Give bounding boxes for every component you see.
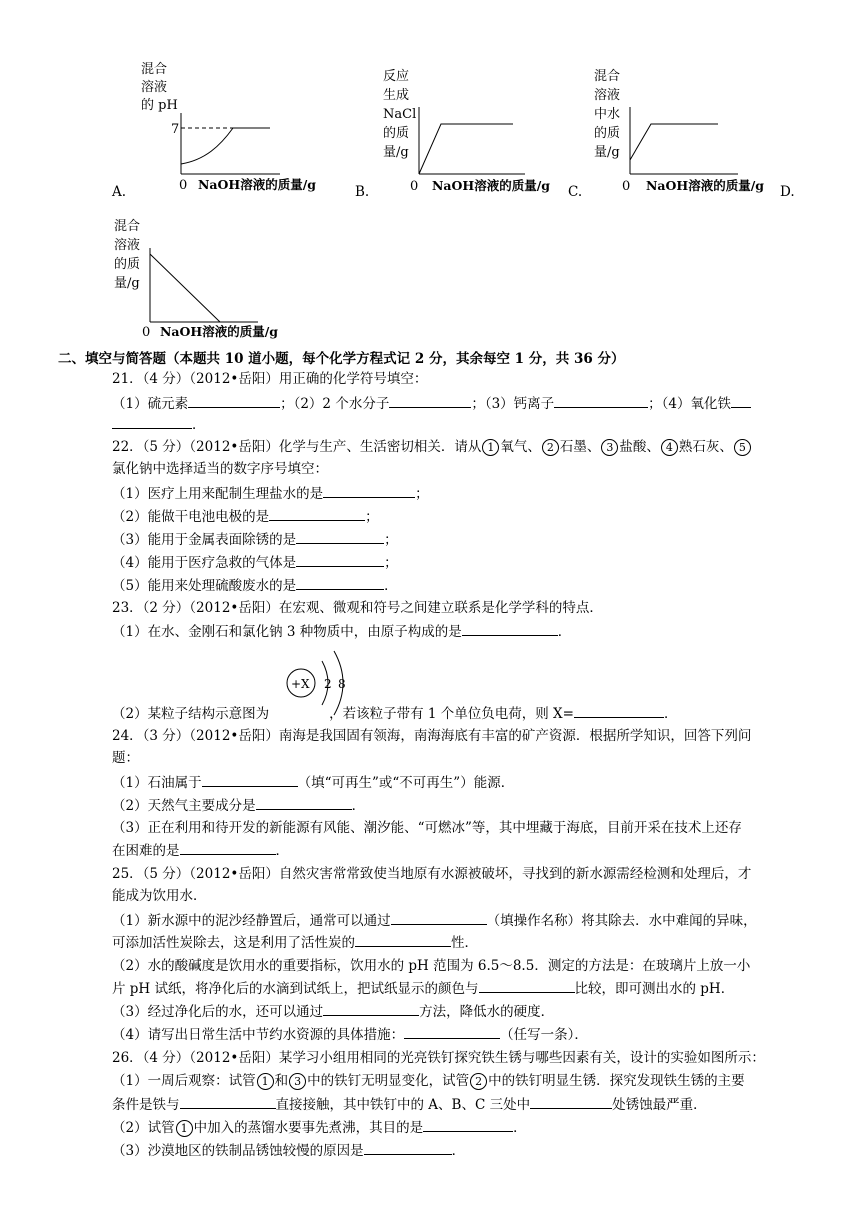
graph-a-ylabel-3: 的 pH [141,98,178,113]
q25-l4b: （任写一条）． [500,1027,588,1043]
q22-stem-text: 22．（5 分）（2012•岳阳）化学与生产、生活密切相关．请从 [112,439,482,455]
q23-l1: （1）在水、金刚石和氯化钠 3 种物质中，由原子构成的是 [112,624,462,640]
graph-c-ylabel-4: 的质 [594,126,621,141]
q21-line2 [112,414,206,435]
q25-l1a: （1）新水源中的泥沙经静置后，通常可以通过 [112,913,391,929]
graph-c-origin: 0 [622,179,631,194]
q21-blank-3[interactable] [554,393,648,408]
q24-end-2: ． [351,798,366,814]
q22-line-4 [112,552,398,573]
q22-stem [112,437,752,457]
q21-blank-2[interactable] [389,393,471,408]
q21-p3: ；（3）钙离子 [471,396,555,412]
q23-line-2 [112,703,677,724]
q24-line-2 [112,795,365,816]
graph-b-ylabel-2: 生成 [383,88,410,103]
q21-blank-4a[interactable] [731,393,751,408]
graph-a-origin: 0 [179,178,188,193]
q24-blank-1[interactable] [202,772,298,787]
graph-c [588,62,788,202]
q22-semi-3: ； [384,532,398,548]
graph-b-ylabel-5: 量/g [383,145,409,160]
q21-line [112,393,751,414]
graph-a-tick: 7 [171,122,180,137]
graph-b-ylabel-4: 的质 [383,126,410,141]
graph-b-ylabel-1: 反应 [383,69,410,84]
graph-b-option: B. [355,184,370,200]
q25-blank-3[interactable] [479,978,575,993]
graph-d-ylabel-2: 溶液 [114,238,141,253]
q26-blank-2[interactable] [530,1094,612,1109]
q24-l1b: （填“可再生”或“不可再生”）能源． [297,775,515,791]
q24-l2: （2）天然气主要成分是 [112,798,256,814]
q25-blank-2[interactable] [355,932,451,947]
q22-end: ． [384,578,398,594]
q23-l2b: ，若该粒子带有 1 个单位负电荷，则 X= [329,706,574,722]
graph-a-ylabel-2: 溶液 [141,80,168,95]
q24-blank-2[interactable] [256,795,352,810]
q26-l2b: 中加入的蒸馏水要事先煮沸，其目的是 [193,1120,424,1136]
q22-l3: （3）能用于金属表面除锈的是 [112,532,297,548]
q22-line-1 [112,483,429,504]
graph-b-origin: 0 [410,179,419,194]
q25-l3a: （3）经过净化后的水，还可以通过 [112,1004,324,1020]
q25-stem: 25．（5 分）（2012•岳阳）自然灾害常常致使当地原有水源被破坏，寻找到的新水源需经检测和处理后，才 [112,866,752,882]
q22-option-5-marker: 5 [734,439,751,456]
graph-d-ylabel-1: 混合 [114,219,141,234]
q25-blank-5[interactable] [404,1024,500,1039]
q25-blank-1[interactable] [391,910,487,925]
q25-l4a: （4）请写出日常生活中节约水资源的具体措施： [112,1027,405,1043]
q22-semi-2: ； [365,509,379,525]
q23-blank-1[interactable] [462,621,558,636]
q26-tube-2-marker: 2 [470,1073,487,1090]
q23-end-1: ． [557,624,572,640]
q25-l2b: 片 pH 试纸，将净化后的水滴到试纸上，把试纸显示的颜色与 [112,981,479,997]
graph-b-ylabel-3: NaCl [383,107,417,122]
q22-line-3 [112,529,398,550]
q25-line-2a: （2）水的酸碱度是饮用水的重要指标，饮用水的 pH 范围为 6.5～8.5．测定的方法是：在玻璃片上放一小 [112,958,751,974]
q24-line-1 [112,772,514,793]
q26-l1f: 直接接触，其中铁钉中的 A、B、C 三处中 [275,1097,531,1113]
graph-c-ylabel-5: 量/g [594,145,620,160]
q26-l1d: 中的铁钉明显生锈．探究发现铁生锈的主要 [488,1073,745,1089]
graph-c-ylabel-1: 混合 [594,69,621,84]
q22-l5: （5）能用来处理硫酸废水的是 [112,578,297,594]
q22-option-3-marker: 3 [601,439,618,456]
q22-semi-1: ； [415,486,429,502]
graph-a-ylabel-1: 混合 [141,62,168,77]
q22-semi-4: ； [384,555,398,571]
q21-p4: ；（4）氧化铁 [648,396,732,412]
q22-option-2: 石墨、 [559,439,601,455]
q22-blank-3[interactable] [296,529,384,544]
graph-b-xlabel: NaOH溶液的质量/g [432,178,551,193]
graph-d-ylabel-3: 的质 [114,257,141,272]
q26-blank-1[interactable] [180,1094,276,1109]
q26-blank-4[interactable] [364,1140,452,1155]
q24-end-3: ． [275,843,289,859]
q24-line-3b [112,840,289,861]
q26-l3: （3）沙漠地区的铁制品锈蚀较慢的原因是 [112,1143,364,1159]
graph-c-xlabel: NaOH溶液的质量/g [646,178,765,193]
q22-line-5 [112,575,398,596]
q26-blank-3[interactable] [423,1117,513,1132]
q25-line-2b [112,978,734,999]
q24-l3b: 在困难的是 [112,843,180,859]
q26-l1c: 中的铁钉无明显变化，试管 [307,1073,470,1089]
q25-l2c: 比较，即可测出水的 pH． [574,981,735,997]
graph-c-ylabel-3: 中水 [594,107,621,122]
q22-option-2-marker: 2 [542,439,559,456]
atom-nucleus-label: +X [291,677,310,691]
q21-stem: 21．（4 分）（2012•岳阳）用正确的化学符号填空： [112,371,428,387]
q25-line-1 [112,910,757,931]
q21-p2: ；（2）2 个水分子 [280,396,390,412]
q24-stem2: 题： [112,750,139,766]
q22-blank-4[interactable] [296,552,384,567]
q23-line-1 [112,621,571,642]
q22-blank-5[interactable] [296,575,384,590]
q22-l2: （2）能做干电池电极的是 [112,509,270,525]
q25-l1c: 可添加活性炭除去，这是利用了活性炭的 [112,935,355,951]
section-heading: 二、填空与简答题（本题共 10 道小题，每个化学方程式记 2 分，其余每空 1 分，共 36 分） [58,351,625,367]
q22-option-3: 盐酸、 [619,439,660,455]
q24-l1a: （1）石油属于 [112,775,202,791]
q26-end-2: ． [513,1120,527,1136]
graph-d [108,210,308,345]
q23-stem: 23．（2 分）（2012•岳阳）在宏观、微观和符号之间建立联系是化学学科的特点． [112,600,603,616]
q25-line-4 [112,1024,588,1045]
q22-l1: （1）医疗上用来配制生理盐水的是 [112,486,324,502]
graph-c-ylabel-2: 溶液 [594,88,621,103]
graph-d-ylabel-4: 量/g [114,276,140,291]
q26-stem: 26．（4 分）（2012•岳阳）某学习小组用相同的光亮铁钉探究铁生锈与哪些因素有关，设计的实验如图所示： [112,1050,765,1066]
q22-line-2 [112,506,379,527]
q23-blank-2[interactable] [574,703,664,718]
atom-shell-2-count: 8 [338,677,346,691]
q26-l1a: （1）一周后观察：试管 [112,1073,256,1089]
q21-blank-1[interactable] [188,393,280,408]
q25-line-1c [112,932,478,953]
q22-option-1: 氧气、 [500,439,541,455]
q24-line-3: （3）正在利用和待开发的新能源有风能、潮汐能、“可燃冰”等，其中埋藏于海底，目前开采在技术上还存 [112,820,742,836]
q22-option-4: 熟石灰、 [678,439,733,455]
q25-l3b: 方法，降低水的硬度． [419,1004,555,1020]
q26-end-3: ． [451,1143,466,1159]
graph-a-option: A. [112,184,127,200]
graph-b-c-sep: C. [568,184,583,200]
q24-blank-3[interactable] [180,840,276,855]
q26-l1g: 处锈蚀最严重． [612,1097,707,1113]
q21-p1: （1）硫元素 [112,396,189,412]
graph-d-option-label: D. [780,184,795,200]
q21-end: ． [192,417,206,433]
q22-blank-2[interactable] [269,506,365,521]
q25-l1d: 性． [451,935,478,951]
q26-tube-1-marker-b: 1 [176,1120,193,1137]
q26-l1b: 和 [274,1073,289,1089]
q25-line-3 [112,1001,554,1022]
q25-blank-4[interactable] [323,1001,419,1016]
q24-stem: 24．（3 分）（2012•岳阳）南海是我国固有领海，南海海底有丰富的矿产资源．根据所学知识，回答下列问 [112,728,752,744]
q22-stem2: 氯化钠中选择适当的数字序号填空： [112,461,328,477]
q26-tube-3-marker: 3 [289,1073,306,1090]
q22-option-1-marker: 1 [482,439,499,456]
q26-tube-1-marker: 1 [257,1073,274,1090]
graph-b [375,62,565,202]
q22-blank-1[interactable] [323,483,415,498]
q26-line-2 [112,1117,527,1138]
q25-l1b: （填操作名称）将其除去．水中难闻的异味， [486,913,757,929]
graph-d-origin: 0 [142,325,151,340]
q23-end-2: ． [663,706,678,722]
q26-l2a: （2）试管 [112,1120,175,1136]
q22-option-4-marker: 4 [661,439,678,456]
q26-line-1 [112,1071,745,1091]
q21-blank-4[interactable] [112,414,192,429]
q23-l2a: （2）某粒子结构示意图为 [112,706,270,722]
q26-l1e: 条件是铁与 [112,1097,180,1113]
q25-stem2: 能成为饮用水． [112,888,207,904]
atom-shell-1-count: 2 [324,677,332,691]
graph-a [105,58,317,198]
graph-d-xlabel: NaOH溶液的质量/g [160,324,279,339]
q26-line-3 [112,1140,465,1161]
q26-line-1e [112,1094,707,1115]
graph-a-xlabel: NaOH溶液的质量/g [198,177,317,192]
q22-l4: （4）能用于医疗急救的气体是 [112,555,297,571]
